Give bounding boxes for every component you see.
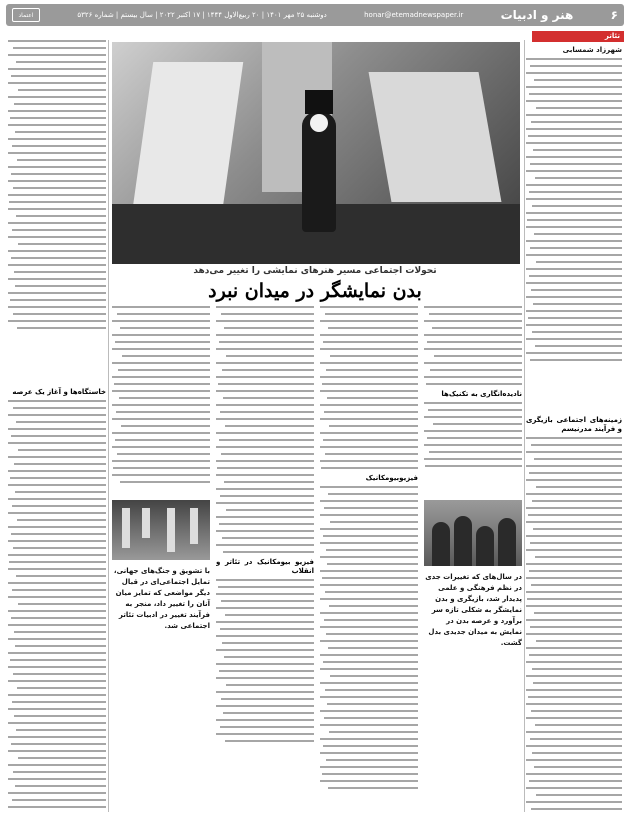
page-number: ۶: [610, 8, 618, 22]
column-separator: [524, 40, 525, 812]
historical-group-photo: [424, 500, 522, 566]
subhead-origins: خاستگاه‌ها و آغاز یک عرصه: [12, 388, 106, 396]
pull-quote-right: در سال‌های که تغییرات جدی در نظم فرهنگی و علمی پدیدار شد، بازیگری و بدن نمایشگر به شکلی تازه سر برآورد و عرصه بدن در نمایش به میدان جدیدی بدل گشت.: [425, 573, 522, 647]
main-stage-photo: [112, 42, 520, 264]
subhead-biomechanics: فیزیو‌بیومکانیک: [365, 474, 418, 482]
newspaper-logo: اعتماد: [12, 8, 40, 22]
section-title: هنر و ادبیات: [500, 8, 574, 22]
page-header: [6, 4, 624, 26]
article-headline: بدن نمایشگر در میدان نبرد: [208, 280, 422, 302]
subhead-revolution: فیزیو بیومکانیک در تئاتر و انقلاب: [216, 558, 314, 575]
section-email: honar@etemadnewspaper.ir: [364, 11, 464, 19]
body-column-3: [216, 306, 314, 812]
body-column-2: [320, 306, 418, 812]
pull-quote-left: با تشویق و جنگ‌های جهانی، تمایل اجتماعی‌ای در قبال دیگر مواضعی که تمایز میان آنان را تغییر داد، منجر به فرآیند تغییر در ادبیات تئاتر اجتماعی شد.: [113, 567, 210, 630]
text-column-right: [526, 58, 622, 408]
subhead-techniques: نادیده‌انگاری به تکنیک‌ها: [441, 390, 522, 398]
section-tag: تئاتر: [532, 31, 624, 42]
dateline: دوشنبه ۲۵ مهر ۱۴۰۱ | ۲۰ ربیع‌الاول ۱۴۴۴ | ۱۷ اکتبر ۲۰۲۲ | سال بیستم | شماره ۵۳۲۶: [77, 11, 327, 19]
historical-stage-photo: [112, 500, 210, 560]
body-column-1: [424, 306, 522, 496]
article-kicker: تحولات اجتماعی مسیر هنرهای نمایشی را تغییر می‌دهد: [193, 266, 437, 276]
text-column-right-lower: [526, 412, 622, 812]
article-author: شهرزاد شمسابی: [562, 46, 622, 54]
subhead-social-context: زمینه‌های اجتماعی بازیگری و فرآیند مدرنیسم: [526, 416, 622, 433]
text-column-left-lower: [8, 384, 106, 814]
body-column-4: [112, 306, 210, 496]
column-separator: [108, 40, 109, 812]
text-column-left: [8, 40, 106, 380]
